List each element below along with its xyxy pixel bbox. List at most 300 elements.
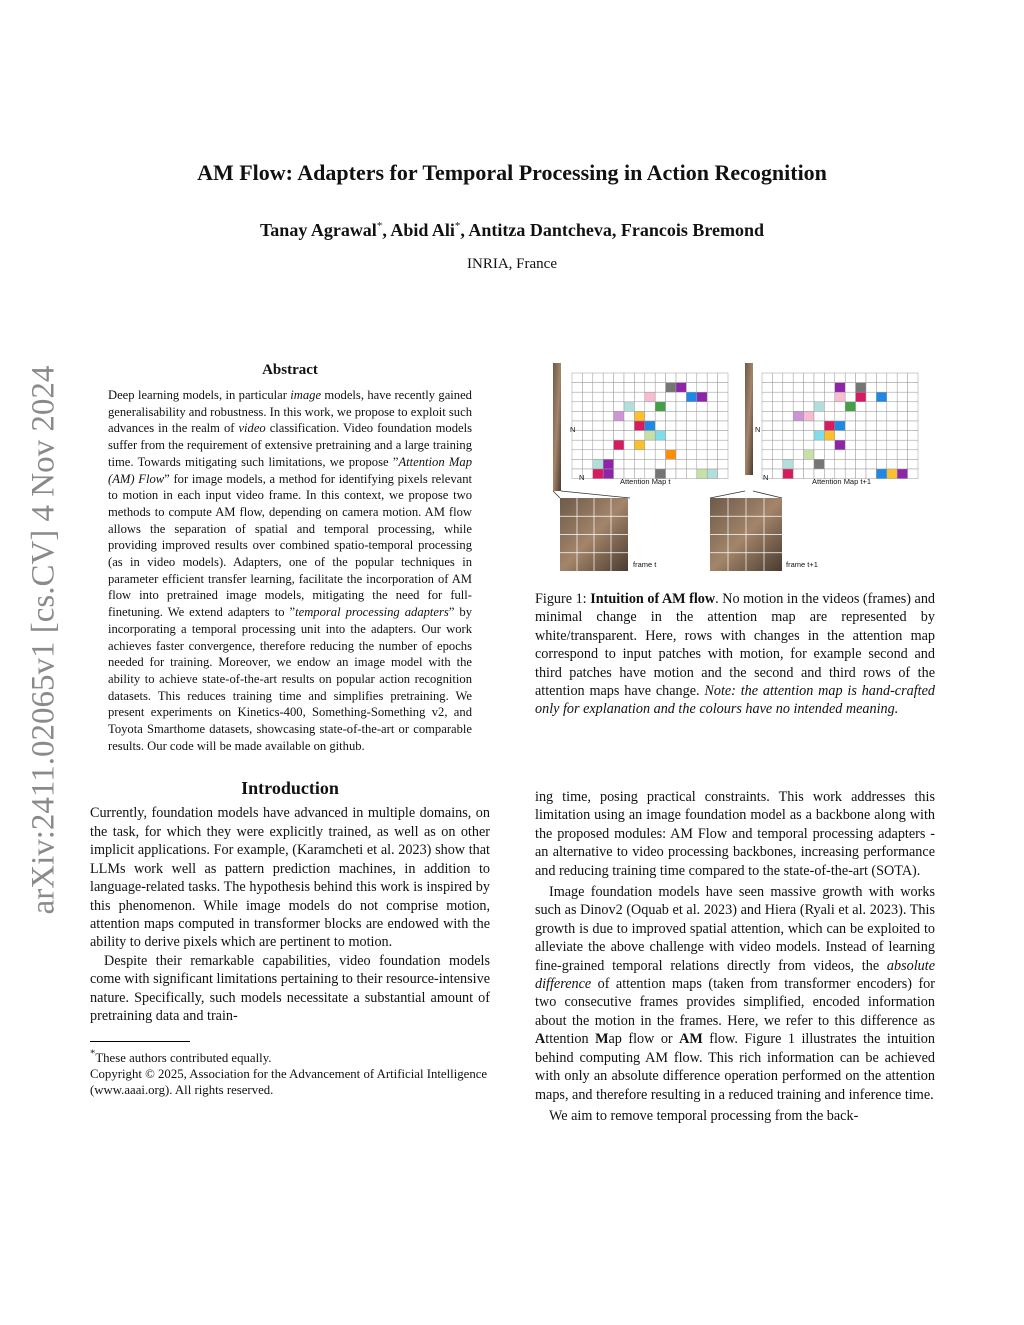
- attention-cell: [814, 421, 824, 431]
- author-list: Tanay Agrawal*, Abid Ali*, Antitza Dantcheva, Francois Bremond: [259, 220, 765, 240]
- attention-cell: [824, 431, 834, 441]
- attention-cell: [856, 459, 866, 469]
- attention-cell: [718, 392, 728, 402]
- attention-cell: [624, 392, 634, 402]
- attention-cell: [645, 392, 655, 402]
- attention-cell: [762, 392, 772, 402]
- attention-cell: [655, 392, 665, 402]
- attention-map-t1-grid: [762, 373, 918, 479]
- attention-cell: [762, 373, 772, 383]
- attention-cell: [614, 411, 624, 421]
- attention-cell: [876, 383, 886, 393]
- attention-cell: [876, 431, 886, 441]
- attention-cell: [686, 459, 696, 469]
- footnotes: [90, 1046, 490, 1097]
- attention-cell: [676, 450, 686, 460]
- attention-cell: [582, 459, 592, 469]
- attention-cell: [697, 373, 707, 383]
- attention-cell: [614, 431, 624, 441]
- attention-cell: [793, 402, 803, 412]
- attention-cell: [908, 402, 918, 412]
- attention-cell: [856, 383, 866, 393]
- attention-cell: [814, 431, 824, 441]
- attention-cell: [624, 402, 634, 412]
- attention-cell: [666, 421, 676, 431]
- attention-cell: [686, 411, 696, 421]
- attention-cell: [845, 373, 855, 383]
- attention-cell: [793, 373, 803, 383]
- attention-cell: [887, 469, 897, 479]
- attention-cell: [593, 411, 603, 421]
- attention-cell: [593, 450, 603, 460]
- attention-cell: [582, 421, 592, 431]
- attention-cell: [634, 431, 644, 441]
- attention-cell: [835, 450, 845, 460]
- attention-cell: [718, 411, 728, 421]
- attention-cell: [814, 411, 824, 421]
- attention-cell: [697, 431, 707, 441]
- attention-cell: [655, 431, 665, 441]
- n-label: N: [755, 425, 761, 434]
- attention-cell: [707, 431, 717, 441]
- attention-cell: [697, 440, 707, 450]
- arxiv-side-stamp: arXiv:2411.02065v1 [cs.CV] 4 Nov 2024: [25, 365, 62, 915]
- attention-cell: [593, 392, 603, 402]
- attention-cell: [835, 392, 845, 402]
- attention-cell: [593, 383, 603, 393]
- attention-cell: [655, 450, 665, 460]
- attention-cell: [897, 440, 907, 450]
- attention-cell: [824, 421, 834, 431]
- attention-cell: [697, 383, 707, 393]
- attention-cell: [645, 373, 655, 383]
- attention-cell: [772, 411, 782, 421]
- author-name: Antitza Dantcheva: [468, 220, 612, 240]
- attention-cell: [634, 373, 644, 383]
- attention-cell: [634, 411, 644, 421]
- attention-cell: [614, 450, 624, 460]
- attention-cell: [572, 402, 582, 412]
- attention-cell: [866, 440, 876, 450]
- frame-t-label: frame t: [633, 560, 657, 569]
- attention-cell: [856, 373, 866, 383]
- left-column: [90, 362, 490, 1098]
- frame-strip-left: [553, 363, 561, 491]
- attention-cell: [697, 421, 707, 431]
- attention-cell: [634, 450, 644, 460]
- attention-cell: [876, 469, 886, 479]
- attention-cell: [804, 431, 814, 441]
- attention-cell: [845, 411, 855, 421]
- attention-cell: [897, 431, 907, 441]
- attention-cell: [676, 373, 686, 383]
- frame-t-image: [560, 498, 628, 571]
- attention-cell: [835, 421, 845, 431]
- attention-cell: [572, 383, 582, 393]
- attention-cell: [866, 383, 876, 393]
- attention-cell: [897, 411, 907, 421]
- attention-cell: [876, 392, 886, 402]
- attention-cell: [718, 421, 728, 431]
- author-name: Abid Ali: [390, 220, 455, 240]
- attention-cell: [824, 383, 834, 393]
- attention-cell: [697, 402, 707, 412]
- attention-cell: [707, 411, 717, 421]
- attention-cell: [783, 459, 793, 469]
- attention-cell: [772, 402, 782, 412]
- attention-cell: [718, 373, 728, 383]
- attention-cell: [824, 440, 834, 450]
- attention-cell: [603, 469, 613, 479]
- attention-cell: [793, 411, 803, 421]
- attention-cell: [772, 392, 782, 402]
- attention-cell: [666, 383, 676, 393]
- attention-cell: [572, 411, 582, 421]
- attention-cell: [856, 411, 866, 421]
- attention-cell: [624, 411, 634, 421]
- body-paragraph: Image foundation models have seen massive growth with works such as Dinov2 (Oquab et al. 2023) and Hiera (Ryali et al. 2023). This growth is due to improved spatial attention, which can be exploited to alleviate the above challenge with video models. Instead of learning fine-grained temporal relations directly from videos, the absolute difference of attention maps (taken from transformer encoders) for two consecutive frames provides simplified, encoded information about the motion in the frames. Here, we refer to this difference as Attention Map flow or AM flow. Figure 1 illustrates the intuition behind computing AM flow. This rich information can be achieved with only an absolute difference operation performed on the attention maps, and therefore resulting in a reduced training and inference time.: [535, 884, 935, 1103]
- attention-cell: [655, 411, 665, 421]
- attention-cell: [582, 411, 592, 421]
- attention-cell: [887, 421, 897, 431]
- attention-cell: [582, 373, 592, 383]
- attention-cell: [697, 459, 707, 469]
- attention-cell: [908, 373, 918, 383]
- attention-cell: [718, 459, 728, 469]
- attention-cell: [655, 383, 665, 393]
- attention-cell: [593, 421, 603, 431]
- attention-cell: [908, 440, 918, 450]
- attention-cell: [814, 392, 824, 402]
- attention-cell: [783, 469, 793, 479]
- attention-cell: [897, 459, 907, 469]
- attention-cell: [603, 383, 613, 393]
- introduction-heading: Introduction: [241, 778, 339, 799]
- attention-cell: [814, 373, 824, 383]
- attention-cell: [645, 421, 655, 431]
- author-name: Tanay Agrawal: [259, 220, 377, 240]
- author-mark: *: [454, 220, 461, 232]
- attention-cell: [908, 459, 918, 469]
- attention-cell: [624, 459, 634, 469]
- attention-cell: [845, 450, 855, 460]
- attention-cell: [866, 411, 876, 421]
- attention-cell: [793, 469, 803, 479]
- attention-cell: [666, 392, 676, 402]
- attention-cell: [887, 440, 897, 450]
- affiliation: INRIA, France: [467, 256, 557, 272]
- footnote-rule: [90, 1041, 190, 1042]
- attention-cell: [666, 459, 676, 469]
- attention-cell: [572, 392, 582, 402]
- attention-cell: [772, 373, 782, 383]
- attention-cell: [686, 450, 696, 460]
- attention-cell: [634, 459, 644, 469]
- attention-cell: [634, 440, 644, 450]
- attention-cell: [856, 402, 866, 412]
- attention-cell: [603, 402, 613, 412]
- attention-cell: [835, 402, 845, 412]
- attention-cell: [824, 373, 834, 383]
- attention-cell: [876, 450, 886, 460]
- attention-cell: [772, 459, 782, 469]
- attention-cell: [887, 431, 897, 441]
- attention-cell: [887, 459, 897, 469]
- attention-cell: [876, 440, 886, 450]
- attention-cell: [582, 392, 592, 402]
- attention-cell: [603, 373, 613, 383]
- attention-cell: [856, 421, 866, 431]
- attention-cell: [624, 450, 634, 460]
- attention-cell: [804, 402, 814, 412]
- body-paragraph: We aim to remove temporal processing from the back-: [549, 1107, 859, 1124]
- frame-strip-right: [745, 363, 753, 475]
- attention-cell: [783, 411, 793, 421]
- attention-cell: [645, 431, 655, 441]
- attention-cell: [603, 431, 613, 441]
- attention-cell: [603, 450, 613, 460]
- attention-cell: [835, 411, 845, 421]
- attention-cell: [876, 411, 886, 421]
- attention-map-t-grid: [572, 373, 728, 479]
- attention-cell: [624, 421, 634, 431]
- attention-cell: [793, 450, 803, 460]
- attention-cell: [603, 440, 613, 450]
- attention-cell: [582, 440, 592, 450]
- attention-cell: [845, 402, 855, 412]
- attention-cell: [593, 459, 603, 469]
- attention-cell: [655, 373, 665, 383]
- attention-cell: [676, 421, 686, 431]
- attention-cell: [824, 411, 834, 421]
- attention-cell: [603, 411, 613, 421]
- attention-cell: [876, 459, 886, 469]
- figure-caption: Figure 1: Intuition of AM flow. No motion in the videos (frames) and minimal change in the attention map are represented by white/transparent. Here, rows with changes in the attention map correspond to input patches with motion, for example second and third patches have motion and the second and third rows of the attention maps have change. Note: the attention map is hand-crafted only for explanation and the colours have no intended meaning.: [535, 591, 936, 718]
- n-label: N: [579, 473, 585, 482]
- attention-cell: [645, 440, 655, 450]
- attention-cell: [835, 383, 845, 393]
- attention-cell: [772, 450, 782, 460]
- author-mark: *: [376, 220, 383, 232]
- attention-cell: [908, 431, 918, 441]
- attention-cell: [624, 383, 634, 393]
- attention-cell: [686, 421, 696, 431]
- attention-cell: [845, 383, 855, 393]
- attention-cell: [897, 469, 907, 479]
- attention-cell: [783, 440, 793, 450]
- attention-cell: [686, 402, 696, 412]
- attention-cell: [624, 373, 634, 383]
- attention-cell: [856, 450, 866, 460]
- attention-cell: [856, 431, 866, 441]
- attention-cell: [762, 450, 772, 460]
- attention-cell: [814, 459, 824, 469]
- attention-cell: [624, 440, 634, 450]
- attention-cell: [866, 402, 876, 412]
- attention-cell: [614, 459, 624, 469]
- attention-cell: [676, 392, 686, 402]
- attention-cell: [762, 459, 772, 469]
- attention-cell: [718, 440, 728, 450]
- attention-cell: [707, 421, 717, 431]
- attention-cell: [666, 411, 676, 421]
- attention-cell: [707, 459, 717, 469]
- connector-line: [753, 491, 782, 498]
- attention-cell: [593, 431, 603, 441]
- attention-cell: [887, 402, 897, 412]
- attention-cell: [707, 450, 717, 460]
- attention-cell: [676, 431, 686, 441]
- attention-cell: [686, 383, 696, 393]
- attention-cell: [887, 373, 897, 383]
- intro-paragraph: Currently, foundation models have advanced in multiple domains, on the task, for which they were explicitly trained, as well as on other implicit applications. For example, (Karamcheti et al. 2023) show that LLMs work well as pattern prediction machines, in addition to language-related tasks. The hypothesis behind this work is inspired by this phenomenon. While image models do not comprise motion, attention maps computed in transformer blocks are endowed with the ability to derive pixels which are pertinent to motion.: [90, 805, 490, 951]
- attention-cell: [666, 450, 676, 460]
- attention-cell: [686, 392, 696, 402]
- attention-cell: [897, 450, 907, 460]
- attention-cell: [866, 459, 876, 469]
- attention-cell: [897, 383, 907, 393]
- attention-cell: [814, 450, 824, 460]
- attention-cell: [772, 440, 782, 450]
- attention-cell: [804, 383, 814, 393]
- attention-cell: [856, 440, 866, 450]
- attention-cell: [824, 459, 834, 469]
- attention-cell: [876, 402, 886, 412]
- abstract-heading: Abstract: [262, 362, 318, 378]
- frame-t1-label: frame t+1: [786, 560, 818, 569]
- attention-cell: [634, 402, 644, 412]
- attention-cell: [783, 392, 793, 402]
- attention-cell: [666, 440, 676, 450]
- attention-cell: [572, 373, 582, 383]
- attention-cell: [876, 373, 886, 383]
- attention-cell: [697, 469, 707, 479]
- attention-cell: [655, 459, 665, 469]
- attention-cell: [718, 383, 728, 393]
- attention-cell: [783, 373, 793, 383]
- attention-cell: [634, 392, 644, 402]
- attention-cell: [686, 469, 696, 479]
- body-paragraph: ing time, posing practical constraints. This work addresses this limitation using an image foundation model as a backbone along with the proposed modules: AM Flow and temporal processing adapters - an alternative to video processing backbones, increasing performance and reducing training time compared to the state-of-the-art (SOTA).: [535, 789, 935, 879]
- attention-map-t1-label: Attention Map t+1: [812, 477, 871, 486]
- attention-cell: [666, 431, 676, 441]
- attention-cell: [793, 392, 803, 402]
- attention-cell: [845, 421, 855, 431]
- attention-cell: [603, 421, 613, 431]
- attention-cell: [783, 421, 793, 431]
- attention-cell: [866, 373, 876, 383]
- intro-paragraph: Despite their remarkable capabilities, video foundation models come with significant limitations pertaining to their resource-intensive nature. Specifically, such models necessitate a substantial amount of pretraining data and train-: [90, 952, 490, 1024]
- connector-line: [561, 491, 630, 498]
- attention-cell: [697, 392, 707, 402]
- attention-cell: [804, 459, 814, 469]
- attention-cell: [707, 440, 717, 450]
- attention-cell: [804, 440, 814, 450]
- attention-cell: [593, 440, 603, 450]
- connector-line: [553, 491, 560, 498]
- attention-cell: [582, 383, 592, 393]
- frame-t1-image: [710, 498, 782, 571]
- attention-cell: [804, 411, 814, 421]
- attention-cell: [908, 411, 918, 421]
- attention-cell: [634, 383, 644, 393]
- attention-cell: [804, 421, 814, 431]
- attention-cell: [772, 383, 782, 393]
- attention-cell: [593, 402, 603, 412]
- attention-cell: [645, 383, 655, 393]
- attention-cell: [676, 402, 686, 412]
- attention-cell: [897, 421, 907, 431]
- attention-cell: [866, 431, 876, 441]
- author-name: Francois Bremond: [620, 220, 765, 240]
- attention-cell: [572, 450, 582, 460]
- attention-cell: [824, 450, 834, 460]
- attention-cell: [603, 459, 613, 469]
- attention-cell: [762, 402, 772, 412]
- attention-cell: [772, 421, 782, 431]
- am-flow-figure: [550, 358, 930, 578]
- attention-cell: [593, 373, 603, 383]
- attention-cell: [762, 421, 772, 431]
- attention-cell: [762, 440, 772, 450]
- attention-cell: [645, 411, 655, 421]
- attention-cell: [707, 383, 717, 393]
- attention-cell: [614, 383, 624, 393]
- attention-cell: [772, 431, 782, 441]
- attention-cell: [645, 450, 655, 460]
- attention-cell: [582, 431, 592, 441]
- attention-cell: [614, 402, 624, 412]
- attention-cell: [845, 459, 855, 469]
- attention-cell: [845, 440, 855, 450]
- attention-cell: [866, 421, 876, 431]
- attention-cell: [762, 411, 772, 421]
- attention-cell: [804, 450, 814, 460]
- attention-cell: [614, 373, 624, 383]
- attention-cell: [814, 402, 824, 412]
- copyright-note: Copyright © 2025, Association for the Advancement of Artificial Intelligence (www.aaai.org). All rights reserved.: [90, 1066, 488, 1097]
- attention-cell: [845, 392, 855, 402]
- attention-cell: [814, 383, 824, 393]
- figure-1: [550, 358, 930, 578]
- attention-cell: [686, 431, 696, 441]
- attention-cell: [676, 469, 686, 479]
- attention-cell: [707, 373, 717, 383]
- attention-cell: [793, 421, 803, 431]
- attention-cell: [804, 392, 814, 402]
- attention-cell: [718, 450, 728, 460]
- attention-cell: [793, 459, 803, 469]
- attention-cell: [762, 431, 772, 441]
- attention-cell: [686, 373, 696, 383]
- attention-cell: [666, 373, 676, 383]
- attention-cell: [897, 402, 907, 412]
- attention-cell: [835, 459, 845, 469]
- attention-cell: [697, 411, 707, 421]
- abstract-text: Deep learning models, in particular image models, have recently gained generalisability and robustness. In this work, we propose to exploit such advances in the realm of video classification. Video foundation models suffer from the requirement of extensive pretraining and a large training time. Towards mitigating such limitations, we propose ”Attention Map (AM) Flow” for image models, a method for identifying pixels relevant to motion in each input video frame. In this context, we propose two methods to compute AM flow, depending on camera motion. AM flow allows the separation of spatial and temporal processing, while providing improved results over combined spatio-temporal processing (as in video models). Adapters, one of the popular techniques in parameter efficient transfer learning, facilitate the incorporation of AM flow into pretrained image models, mitigating the need for full-finetuning. We extend adapters to ”temporal processing adapters” by incorporating a temporal processing unit into the adapters. Our work achieves faster convergence, therefore reducing the number of epochs needed for training. Moreover, we endow an image model with the ability to achieve state-of-the-art results on popular action recognition datasets. This reduces training time and simplifies pretraining. We present experiments on Kinetics-400, Something-Something v2, and Toyota Smarthome datasets, showcasing state-of-the-art or comparable results. Our code will be made available on github.: [108, 388, 473, 753]
- attention-cell: [718, 469, 728, 479]
- attention-cell: [666, 402, 676, 412]
- attention-cell: [856, 392, 866, 402]
- attention-cell: [686, 440, 696, 450]
- attention-cell: [676, 440, 686, 450]
- attention-cell: [783, 402, 793, 412]
- attention-cell: [707, 392, 717, 402]
- attention-map-t-label: Attention Map t: [620, 477, 671, 486]
- attention-cell: [614, 421, 624, 431]
- attention-cell: [718, 402, 728, 412]
- attention-cell: [887, 411, 897, 421]
